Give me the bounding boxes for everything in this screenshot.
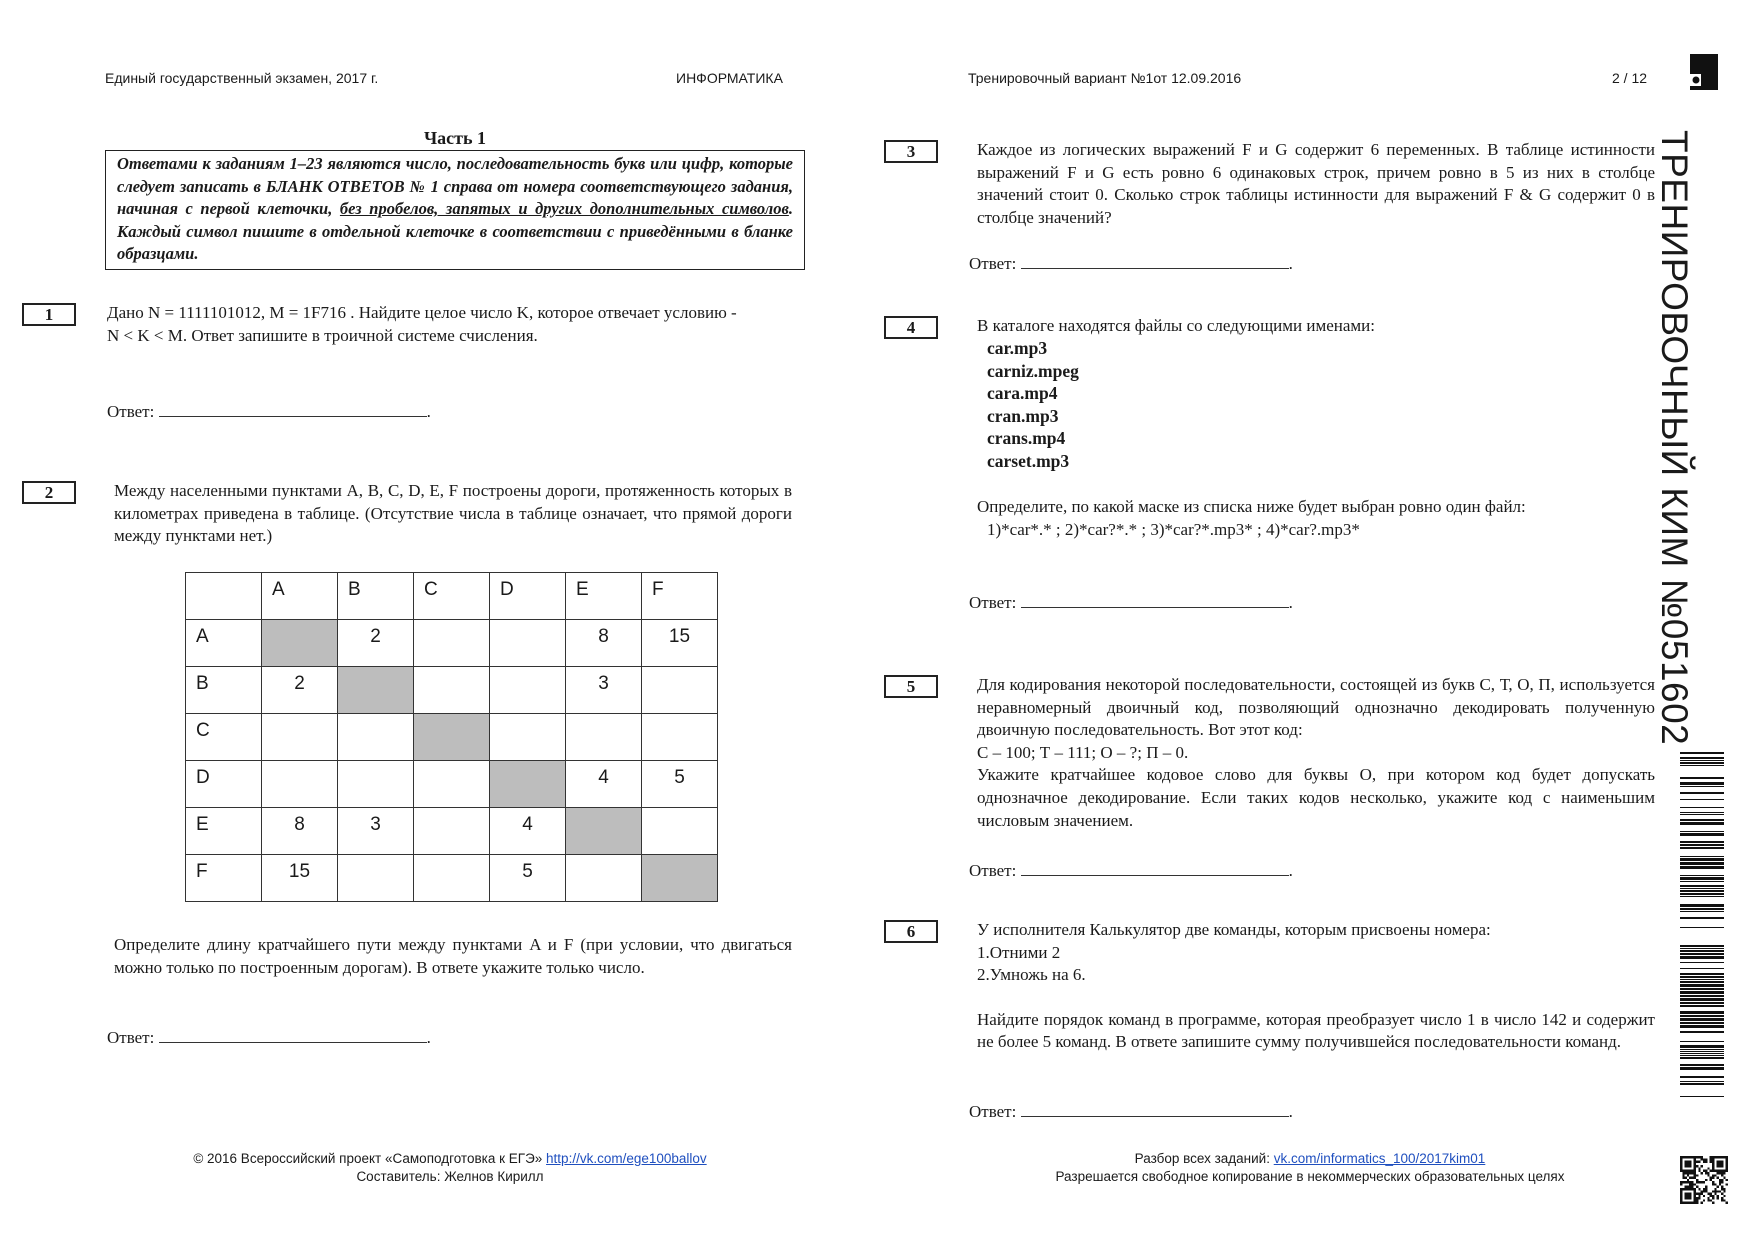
task-number-6: 6	[884, 920, 938, 943]
side-title: ТРЕНИРОВОЧНЫЙ КИМ №051602	[1654, 130, 1695, 746]
footer-copy-note: Разрешается свободное копирование в некоммерческих образовательных целях	[1055, 1169, 1565, 1184]
table-cell: 2	[262, 667, 338, 714]
answer-label: Ответ:	[107, 402, 155, 421]
table-cell	[490, 620, 566, 667]
table-cell	[262, 714, 338, 761]
table-cell: 15	[642, 620, 718, 667]
distance-table	[185, 572, 718, 902]
table-cell: 4	[490, 808, 566, 855]
table-cell	[642, 667, 718, 714]
table-cell	[338, 714, 414, 761]
table-cell	[566, 714, 642, 761]
table-cell	[642, 714, 718, 761]
header-subject: ИНФОРМАТИКА	[676, 70, 783, 86]
table-cell-diagonal	[414, 714, 490, 761]
answer-end: .	[1288, 593, 1293, 612]
task-number-1: 1	[22, 303, 76, 326]
table-cell	[566, 855, 642, 902]
table-cell	[642, 808, 718, 855]
task-4-answer[interactable]	[969, 593, 1293, 613]
footer-right	[990, 1150, 1630, 1186]
answer-label: Ответ:	[969, 861, 1017, 880]
task-2-question: Определите длину кратчайшего пути между пунктами A и F (при условии, что двигаться можно только по построенным дорогам). В ответе укажите только число.	[114, 935, 792, 977]
footer-solutions-link[interactable]: vk.com/informatics_100/2017kim01	[1273, 1151, 1486, 1166]
answer-end: .	[426, 1028, 431, 1047]
task-5-answer[interactable]	[969, 861, 1293, 881]
table-cell	[414, 855, 490, 902]
answer-label: Ответ:	[969, 254, 1017, 273]
answer-line[interactable]	[159, 402, 427, 417]
table-cell: 4	[566, 761, 642, 808]
task-6-answer[interactable]	[969, 1102, 1293, 1122]
header-exam: Единый государственный экзамен, 2017 г.	[105, 70, 379, 86]
row-label: F	[186, 855, 262, 902]
answer-line[interactable]	[1021, 861, 1289, 876]
table-cell: 15	[262, 855, 338, 902]
task-4-intro: В каталоге находятся файлы со следующими именами:	[977, 316, 1376, 335]
header-page-number: 2 / 12	[1612, 70, 1648, 86]
qr-code-icon	[1680, 1156, 1728, 1204]
table-cell: 8	[262, 808, 338, 855]
table-header-cell: E	[566, 573, 642, 620]
task-3-text: Каждое из логических выражений F и G содержит 6 переменных. В таблице истинности выражений F и G есть ровно 6 одинаковых строк, причем ровно в 5 из них в столбце значений стоит 0. Сколько строк таблицы истинности для выражений F & G содержит 0 в столбце значений?	[977, 140, 1655, 227]
table-cell	[414, 667, 490, 714]
table-cell-diagonal	[642, 855, 718, 902]
task-2-text: Между населенными пунктами A, B, C, D, E, F построены дороги, протяженность которых в километрах приведена в таблице. (Отсутствие числа в таблице означает, что прямой дороги между пунктами нет.)	[114, 481, 792, 546]
instruction-text-underlined: без пробелов, запятых и других дополнительных символов	[339, 199, 789, 219]
table-cell	[338, 855, 414, 902]
table-cell-diagonal	[566, 808, 642, 855]
row-label: B	[186, 667, 262, 714]
table-cell-diagonal	[262, 620, 338, 667]
task-6-intro: У исполнителя Калькулятор две команды, которым присвоены номера:	[977, 920, 1491, 939]
table-cell: 5	[490, 855, 566, 902]
answer-end: .	[1288, 254, 1293, 273]
task-4-question-text: Определите, по какой маске из списка ниже будет выбран ровно один файл:	[977, 497, 1526, 516]
table-header-row	[186, 573, 718, 620]
answer-line[interactable]	[1021, 254, 1289, 269]
list-item: cara.mp4	[987, 383, 1058, 404]
task-1-text	[107, 302, 800, 347]
table-header-cell: F	[642, 573, 718, 620]
part-title: Часть 1	[423, 128, 487, 148]
table-cell	[490, 667, 566, 714]
answer-line[interactable]	[1021, 1102, 1289, 1117]
barcode-icon	[1680, 752, 1724, 1100]
answer-line[interactable]	[1021, 593, 1289, 608]
table-cell: 5	[642, 761, 718, 808]
answer-label: Ответ:	[969, 593, 1017, 612]
corner-marker-icon	[1690, 54, 1718, 90]
list-item: crans.mp4	[987, 428, 1066, 449]
answer-label: Ответ:	[969, 1102, 1017, 1121]
task-4-file-list	[987, 337, 1079, 473]
table-header-cell: B	[338, 573, 414, 620]
row-label: C	[186, 714, 262, 761]
table-cell	[414, 808, 490, 855]
row-label: D	[186, 761, 262, 808]
table-cell	[262, 761, 338, 808]
spacer	[977, 987, 1655, 1009]
footer-project: © 2016 Всероссийский проект «Самоподготовка к ЕГЭ» http://vk.com/ege100ballov	[193, 1151, 707, 1166]
answer-end: .	[426, 402, 431, 421]
list-item: carniz.mpeg	[987, 360, 1079, 381]
table-row	[186, 620, 718, 667]
table-header-cell: D	[490, 573, 566, 620]
instruction-text-b: . Каждый символ пишите в отдельной клеточке в соответствии с приведёнными в бланке образцами.	[117, 199, 793, 264]
table-cell-diagonal	[338, 667, 414, 714]
list-item: carset.mp3	[987, 450, 1070, 471]
table-header-cell: C	[414, 573, 490, 620]
task-2-answer[interactable]	[107, 1028, 431, 1048]
footer-project-link[interactable]: http://vk.com/ege100ballov	[546, 1151, 707, 1166]
task-4-options: 1)*car*.* ; 2)*car?*.* ; 3)*car?*.mp3* ; 4)*car?.mp3*	[987, 519, 1360, 539]
task-6-command-1: 1.Отними 2	[977, 942, 1061, 962]
table-row	[186, 667, 718, 714]
list-item: cran.mp3	[987, 405, 1059, 426]
footer-left	[150, 1150, 750, 1186]
table-cell	[414, 761, 490, 808]
answer-end: .	[1288, 861, 1293, 880]
task-number-4: 4	[884, 316, 938, 339]
task-5-text	[977, 674, 1655, 832]
answer-label: Ответ:	[107, 1028, 155, 1047]
instruction-box	[105, 150, 805, 270]
task-6-text	[977, 919, 1655, 1054]
table-cell: 2	[338, 620, 414, 667]
row-label: E	[186, 808, 262, 855]
table-cell: 8	[566, 620, 642, 667]
task-3-answer[interactable]	[969, 254, 1293, 274]
answer-end: .	[1288, 1102, 1293, 1121]
task-number-2: 2	[22, 481, 76, 504]
table-cell-diagonal	[490, 761, 566, 808]
table-row	[186, 855, 718, 902]
task-6-question: Найдите порядок команд в программе, которая преобразует число 1 в число 142 и содержит не более 5 команд. В ответе запишите сумму получившейся последовательности команд.	[977, 1009, 1655, 1052]
table-row	[186, 714, 718, 761]
header-variant: Тренировочный вариант №1от 12.09.2016	[968, 70, 1242, 86]
answer-line[interactable]	[159, 1028, 427, 1043]
table-cell	[490, 714, 566, 761]
table-row	[186, 761, 718, 808]
task-4-question	[977, 496, 1655, 541]
footer-author: Составитель: Желнов Кирилл	[356, 1169, 544, 1184]
task-5-code: С – 100; Т – 111; О – ?; П – 0.	[977, 742, 1189, 762]
task-number-5: 5	[884, 675, 938, 698]
task-5-question: Укажите кратчайшее кодовое слово для буквы О, при котором код будет допускать однозначное декодирование. Если таких кодов несколько, укажите код с наименьшим числовым значением.	[977, 765, 1655, 830]
instruction-text-a: Ответами к заданиям 1–23 являются число, последовательность букв или цифр, которые следует записать в БЛАНК ОТВЕТОВ № 1 справа от номера соответствующего задания, начиная с первой клеточки,	[117, 154, 793, 219]
table-row	[186, 808, 718, 855]
table-cell: 3	[566, 667, 642, 714]
table-header-cell: A	[262, 573, 338, 620]
task-1-line-2: N < K < M. Ответ запишите в троичной системе счисления.	[107, 325, 538, 345]
table-cell	[414, 620, 490, 667]
table-cell: 3	[338, 808, 414, 855]
list-item: car.mp3	[987, 338, 1048, 358]
table-corner-cell	[186, 573, 262, 620]
task-6-command-2: 2.Умножь на 6.	[977, 965, 1086, 985]
footer-solutions: Разбор всех заданий: vk.com/informatics_100/2017kim01	[1134, 1151, 1486, 1166]
task-1-answer[interactable]	[107, 402, 431, 422]
task-5-description: Для кодирования некоторой последовательности, состоящей из букв С, Т, О, П, используется неравномерный двоичный код, позволяющий однозначно декодировать полученную двоичную последовательность. Вот этот код:	[977, 675, 1655, 740]
table-cell	[338, 761, 414, 808]
task-1-line-1: Дано N = 1111101012, M = 1F716 . Найдите целое число K, которое отвечает условию -	[107, 303, 737, 322]
task-number-3: 3	[884, 140, 938, 163]
row-label: A	[186, 620, 262, 667]
